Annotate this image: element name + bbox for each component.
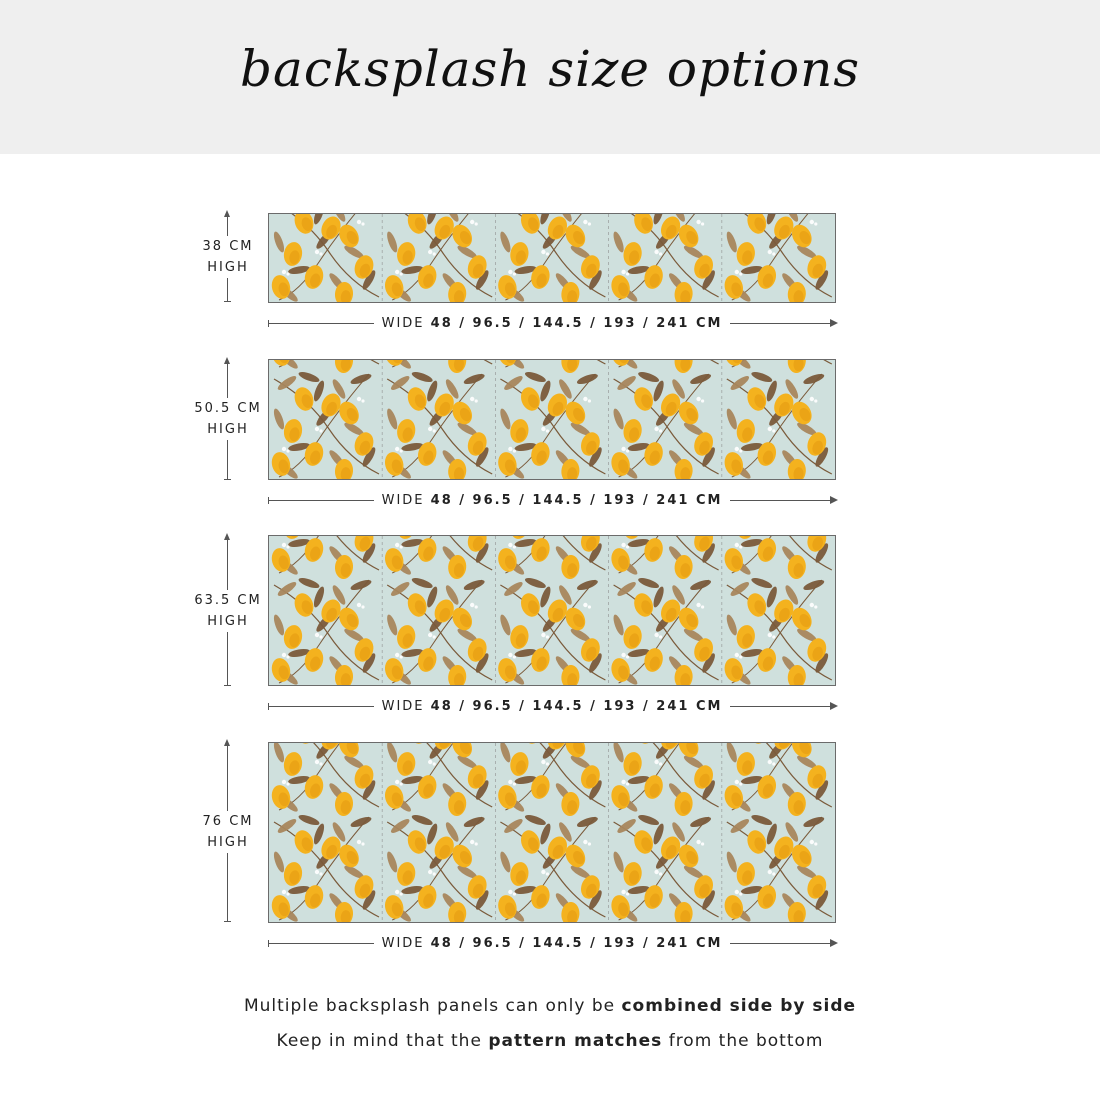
width-dimension-line: [268, 935, 836, 951]
height-word: HIGH: [207, 422, 249, 437]
arrow-right-icon: [730, 500, 836, 501]
note-combine: Multiple backsplash panels can only be combined side by side: [243, 996, 857, 1016]
height-label: [186, 590, 270, 632]
height-value: 38 CM: [202, 239, 254, 254]
height-value: 50.5 CM: [194, 401, 262, 416]
height-word: HIGH: [207, 835, 249, 850]
height-word: HIGH: [207, 614, 249, 629]
lemon-pattern: [269, 743, 835, 922]
lemon-pattern: [269, 360, 835, 479]
lemon-pattern: [269, 536, 835, 685]
width-label: WIDE 48 / 96.5 / 144.5 / 193 / 241 CM: [381, 315, 723, 331]
page-title: backsplash size options: [240, 40, 860, 98]
note-pattern: Keep in mind that the pattern matches from the bottom: [276, 1031, 824, 1051]
height-value: 63.5 CM: [194, 593, 262, 608]
backsplash-panel: [268, 359, 836, 480]
width-dimension-line: [268, 492, 836, 508]
width-label: WIDE 48 / 96.5 / 144.5 / 193 / 241 CM: [381, 492, 723, 508]
height-value: 76 CM: [202, 814, 254, 829]
height-word: HIGH: [207, 260, 249, 275]
height-label: [186, 811, 270, 853]
arrow-right-icon: [730, 323, 836, 324]
width-label: WIDE 48 / 96.5 / 144.5 / 193 / 241 CM: [381, 935, 723, 951]
height-label: [186, 398, 270, 440]
arrow-up-icon: [224, 533, 230, 540]
header-band: [0, 0, 1100, 154]
backsplash-panel: [268, 742, 836, 923]
width-dimension-line: [268, 698, 836, 714]
backsplash-panel: [268, 535, 836, 686]
lemon-pattern: [269, 214, 835, 302]
backsplash-panel: [268, 213, 836, 303]
width-label: WIDE 48 / 96.5 / 144.5 / 193 / 241 CM: [381, 698, 723, 714]
arrow-up-icon: [224, 210, 230, 217]
arrow-right-icon: [730, 943, 836, 944]
height-label: [186, 236, 270, 278]
arrow-up-icon: [224, 739, 230, 746]
arrow-right-icon: [730, 706, 836, 707]
width-dimension-line: [268, 315, 836, 331]
arrow-up-icon: [224, 357, 230, 364]
